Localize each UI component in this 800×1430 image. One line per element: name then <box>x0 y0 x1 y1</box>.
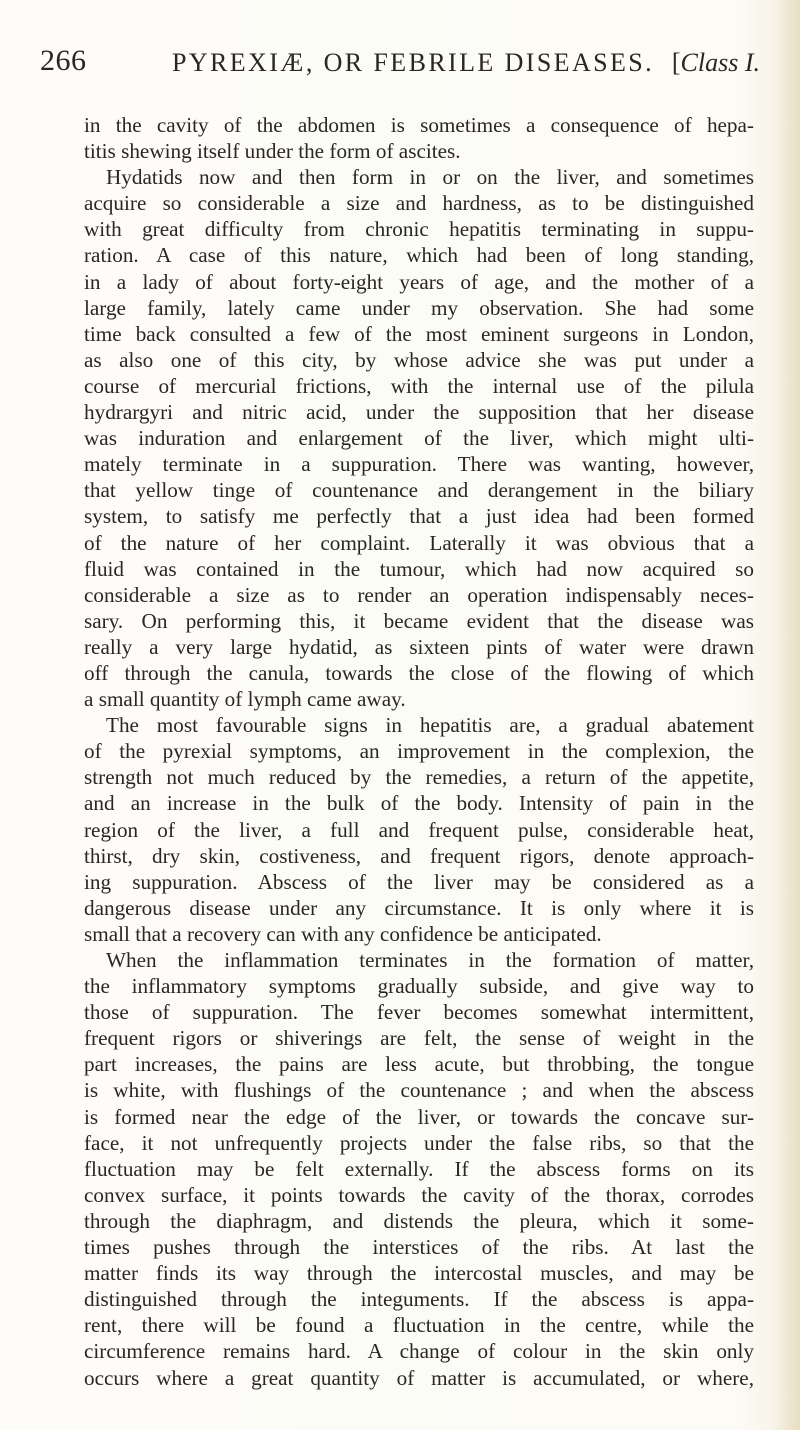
class-bracket: [ <box>671 48 681 77</box>
text-line: When the inflammation terminates in the formation of matter, <box>106 948 754 972</box>
page-number: 266 <box>40 44 87 77</box>
text-line: is formed near the edge of the liver, or towards the concave sur- <box>84 1104 754 1129</box>
text-line: region of the liver, a full and frequent pulse, considerable heat, <box>84 817 754 842</box>
text-line: through the diaphragm, and distends the pleura, which it some- <box>84 1208 754 1233</box>
text-line: ing suppuration. Abscess of the liver may be considered as a <box>84 869 754 894</box>
text-line: was induration and enlargement of the liver, which might ulti- <box>84 426 754 451</box>
text-line: matter finds its way through the intercostal muscles, and may be <box>84 1261 754 1286</box>
text-line: fluctuation may be felt externally. If the abscess forms on its <box>84 1156 754 1181</box>
text-line: considerable a size as to render an operation indispensably neces- <box>84 582 754 607</box>
text-line: time back consulted a few of the most eminent surgeons in London, <box>84 321 754 346</box>
text-line: part increases, the pains are less acute, but throbbing, the tongue <box>84 1052 754 1077</box>
text-line: fluid was contained in the tumour, which had now acquired so <box>84 556 754 581</box>
text-line: ration. A case of this nature, which had been of long standing, <box>84 243 754 268</box>
text-line: hydrargyri and nitric acid, under the supposition that her disease <box>84 400 754 425</box>
text-line: the inflammatory symptoms gradually subside, and give way to <box>84 974 754 999</box>
text-line: strength not much reduced by the remedies, a return of the appetite, <box>84 765 754 790</box>
class-label <box>672 48 760 78</box>
text-line: large family, lately came under my observation. She had some <box>84 295 754 320</box>
text-line: occurs where a great quantity of matter is accumulated, or where, <box>84 1365 754 1390</box>
text-line: acquire so considerable a size and hardness, as to be distinguished <box>84 191 754 216</box>
text-line: course of mercurial frictions, with the internal use of the pilula <box>84 373 754 398</box>
text-line: system, to satisfy me perfectly that a just idea had been formed <box>84 504 754 529</box>
body-text <box>84 112 754 1391</box>
text-line: that yellow tinge of countenance and derangement in the biliary <box>84 478 754 503</box>
text-line: of the pyrexial symptoms, an improvement in the complexion, the <box>84 739 754 764</box>
text-line: times pushes through the interstices of the ribs. At last the <box>84 1235 754 1260</box>
text-line: is white, with flushings of the countenance ; and when the abscess <box>84 1078 754 1103</box>
text-line: small that a recovery can with any confidence be anticipated. <box>84 921 602 946</box>
text-line: mately terminate in a suppuration. There was wanting, however, <box>84 452 754 477</box>
text-line: sary. On performing this, it became evident that the disease was <box>84 608 754 633</box>
page-header <box>40 44 760 94</box>
text-line: those of suppuration. The fever becomes somewhat intermittent, <box>84 1000 754 1025</box>
text-line: with great difficulty from chronic hepatitis terminating in suppu- <box>84 217 754 242</box>
text-line: thirst, dry skin, costiveness, and frequent rigors, denote approach- <box>84 843 754 868</box>
text-line: as also one of this city, by whose advice she was put under a <box>84 347 754 372</box>
text-line: rent, there will be found a fluctuation in the centre, while the <box>84 1313 754 1338</box>
text-line: distinguished through the integuments. If the abscess is appa- <box>84 1287 754 1312</box>
text-line: off through the canula, towards the close of the flowing of which <box>84 660 754 685</box>
text-line: in a lady of about forty-eight years of age, and the mother of a <box>84 269 754 294</box>
text-line: really a very large hydatid, as sixteen pints of water were drawn <box>84 634 754 659</box>
text-line: circumference remains hard. A change of colour in the skin only <box>84 1339 754 1364</box>
text-line: a small quantity of lymph came away. <box>84 687 406 712</box>
text-line: convex surface, it points towards the cavity of the thorax, corrodes <box>84 1182 754 1207</box>
text-line: of the nature of her complaint. Laterally it was obvious that a <box>84 530 754 555</box>
text-line: The most favourable signs in hepatitis are, a gradual abatement <box>106 713 754 738</box>
class-text: Class I. <box>680 48 760 77</box>
text-line: Hydatids now and then form in or on the liver, and sometimes <box>106 165 754 190</box>
text-line: dangerous disease under any circumstance. It is only where it is <box>84 895 754 920</box>
text-line: and an increase in the bulk of the body. Intensity of pain in the <box>84 791 754 816</box>
text-line: frequent rigors or shiverings are felt, the sense of weight in the <box>84 1026 754 1051</box>
text-line: face, it not unfrequently projects under the false ribs, so that the <box>84 1130 754 1155</box>
text-line: titis shewing itself under the form of ascites. <box>84 139 461 164</box>
text-line: in the cavity of the abdomen is sometimes a consequence of hepa- <box>84 113 754 137</box>
running-title: PYREXIÆ, OR FEBRILE DISEASES. <box>172 48 655 77</box>
page-edge-shadow <box>774 0 800 1430</box>
